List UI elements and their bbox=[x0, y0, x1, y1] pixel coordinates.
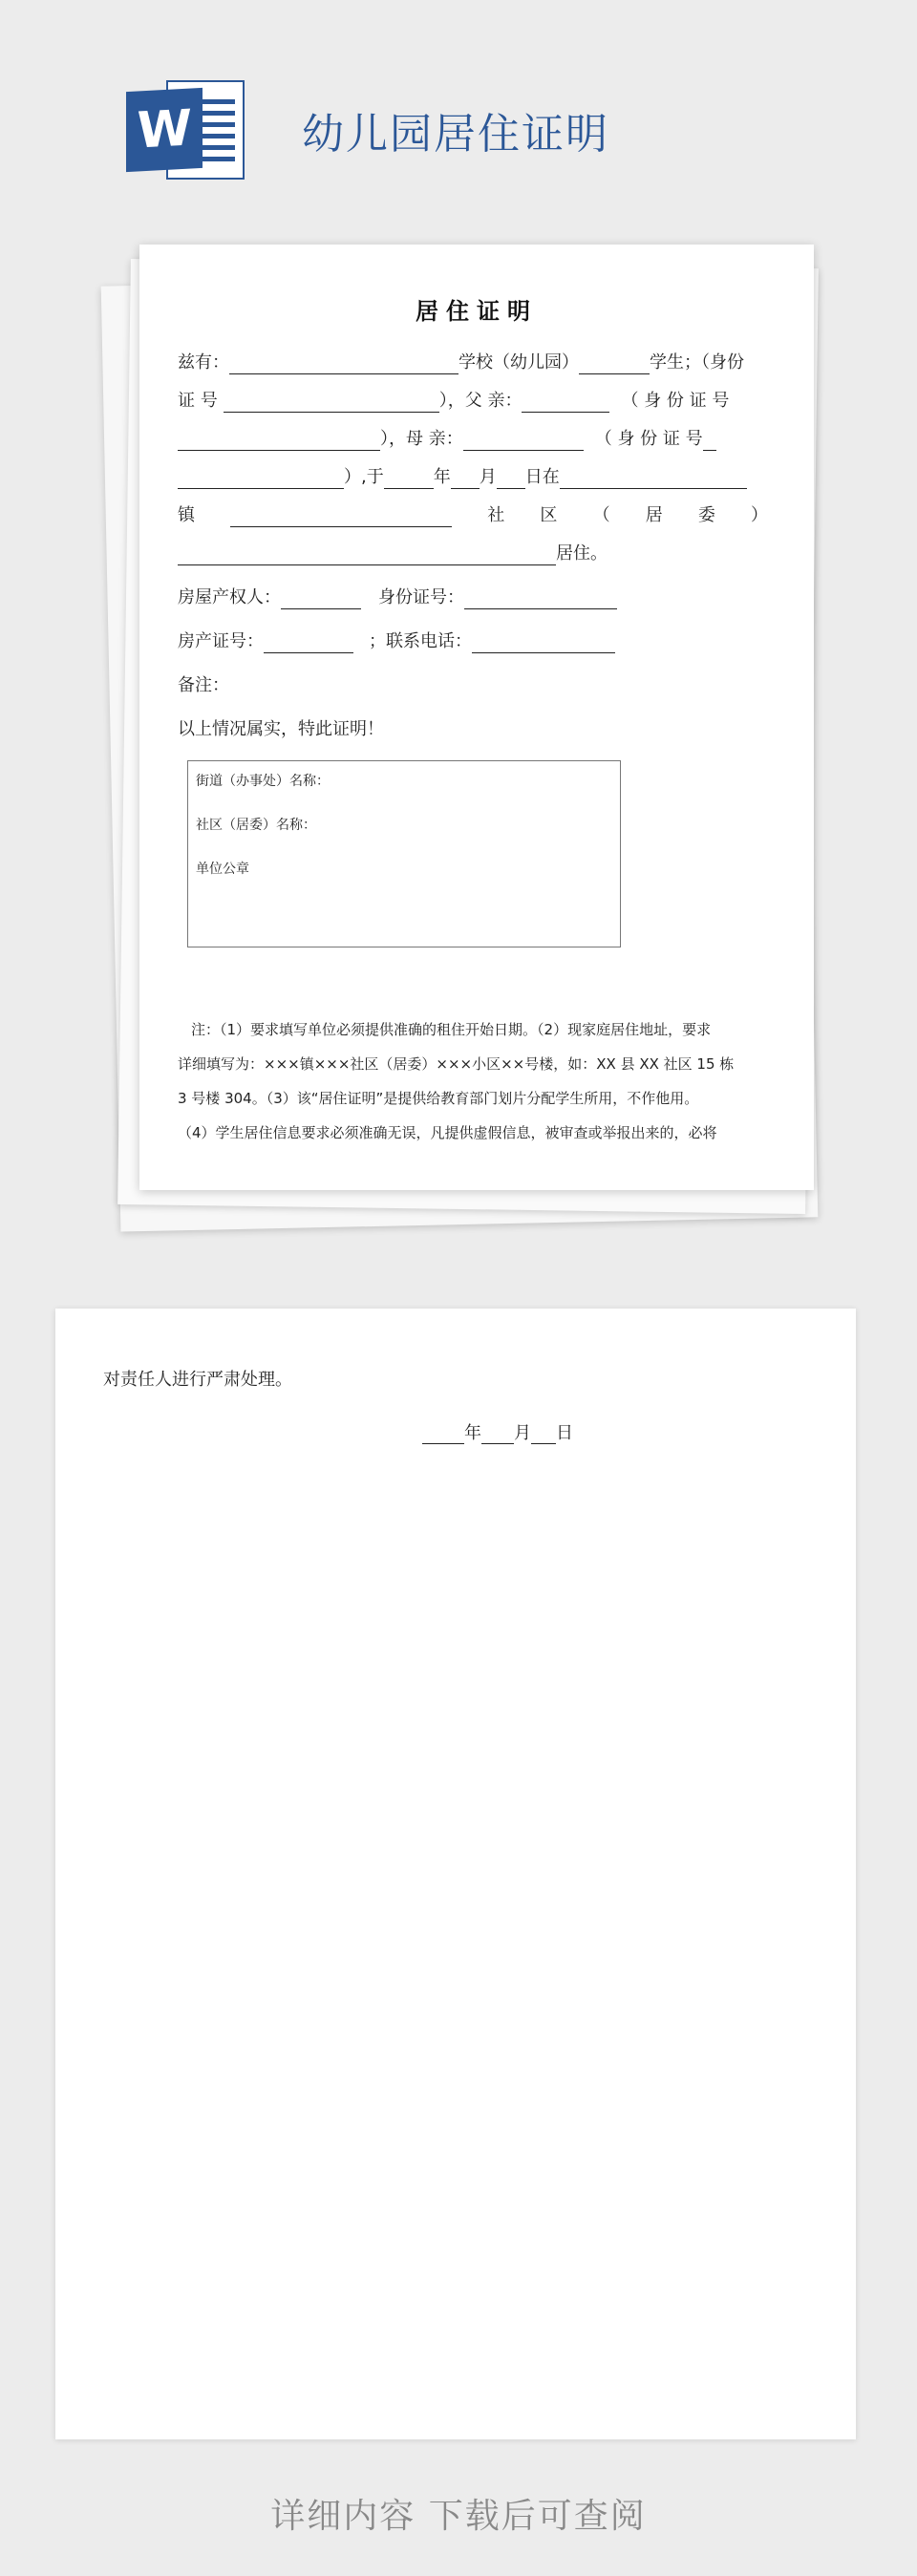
form-text: 月 bbox=[479, 467, 497, 487]
form-text: （ 身 份 证 号 bbox=[594, 429, 703, 449]
day-label: 日 bbox=[556, 1423, 573, 1443]
id-field[interactable] bbox=[464, 587, 617, 609]
year-field[interactable] bbox=[422, 1422, 464, 1444]
blank-field[interactable] bbox=[451, 467, 480, 489]
form-line bbox=[178, 344, 768, 382]
word-letter-badge: W bbox=[126, 88, 203, 172]
blank-field[interactable] bbox=[178, 467, 344, 489]
form-text: 学校（幼儿园） bbox=[458, 352, 579, 373]
form-text: 日在 bbox=[524, 467, 560, 487]
remark-label: 备注： bbox=[178, 675, 229, 695]
form-text: （ bbox=[592, 505, 610, 525]
form-text: 居住。 bbox=[556, 543, 608, 564]
phone-field[interactable] bbox=[472, 631, 615, 653]
form-body bbox=[178, 344, 768, 749]
continuation-text: 对责任人进行严肃处理。 bbox=[103, 1370, 292, 1390]
owner-field[interactable] bbox=[281, 587, 361, 609]
seal-label: 单位公章 bbox=[196, 862, 249, 877]
form-text: 区 bbox=[540, 505, 558, 525]
note-line: 注：（1）要求填写单位必须提供准确的租住开始日期。（2）现家庭居住地址，要求 bbox=[191, 1021, 712, 1038]
month-label: 月 bbox=[514, 1423, 531, 1443]
form-text: ），父 亲： bbox=[438, 391, 522, 411]
stamp-box bbox=[187, 760, 621, 947]
form-line bbox=[178, 579, 768, 617]
cert-field[interactable] bbox=[264, 631, 353, 653]
document-page-1 bbox=[139, 245, 814, 1190]
footer-text: 详细内容 下载后可查阅 bbox=[270, 2497, 647, 2536]
form-text: 镇 bbox=[178, 505, 195, 525]
blank-field[interactable] bbox=[703, 429, 716, 451]
word-document-icon bbox=[126, 80, 245, 180]
blank-field[interactable] bbox=[463, 429, 584, 451]
month-field[interactable] bbox=[481, 1422, 514, 1444]
form-text: 证 号 bbox=[178, 391, 218, 411]
form-text: 兹有： bbox=[178, 352, 229, 373]
id-label: 身份证号： bbox=[378, 587, 464, 607]
blank-field[interactable] bbox=[230, 505, 452, 527]
form-line bbox=[178, 382, 768, 420]
community-name-label: 社区（居委）名称： bbox=[196, 818, 316, 833]
note-line: 详细填写为：×××镇×××社区（居委）×××小区××号楼，如：XX 县 XX 社区 15 栋 bbox=[178, 1055, 735, 1073]
form-text: 社 bbox=[487, 505, 505, 525]
blank-field[interactable] bbox=[522, 391, 609, 413]
form-line bbox=[178, 623, 768, 661]
blank-field[interactable] bbox=[224, 391, 439, 413]
form-text: 学生；（身份 bbox=[650, 352, 744, 373]
confirm-text: 以上情况属实，特此证明！ bbox=[178, 719, 384, 739]
phone-label: ；联系电话： bbox=[369, 631, 472, 651]
note-line: 3 号楼 304。（3）该“居住证明”是提供给教育部门划片分配学生所用，不作他用。 bbox=[178, 1090, 699, 1107]
note-block bbox=[178, 1012, 768, 1150]
blank-field[interactable] bbox=[497, 467, 525, 489]
date-line bbox=[422, 1419, 573, 1444]
header bbox=[0, 0, 917, 239]
confirm-line bbox=[178, 711, 768, 749]
form-text: 委 bbox=[697, 505, 715, 525]
form-text: 年 bbox=[433, 467, 451, 487]
document-title: 居住证明 bbox=[416, 298, 538, 325]
owner-label: 房屋产权人： bbox=[178, 587, 281, 607]
blank-field[interactable] bbox=[560, 467, 747, 489]
year-label: 年 bbox=[464, 1423, 481, 1443]
blank-field[interactable] bbox=[178, 543, 556, 565]
note-line: （4）学生居住信息要求必须准确无误，凡提供虚假信息，被审查或举报出来的，必将 bbox=[178, 1124, 717, 1141]
form-text: （ 身 份 证 号 bbox=[621, 391, 730, 411]
form-text: ） bbox=[750, 505, 768, 525]
page-title: 幼儿园居住证明 bbox=[302, 110, 609, 159]
form-line bbox=[178, 458, 768, 497]
form-text: 居 bbox=[645, 505, 663, 525]
day-field[interactable] bbox=[531, 1422, 556, 1444]
form-text: ），母 亲： bbox=[380, 429, 463, 449]
blank-field[interactable] bbox=[229, 352, 458, 374]
blank-field[interactable] bbox=[178, 429, 380, 451]
blank-field[interactable] bbox=[384, 467, 434, 489]
street-name-label: 街道（办事处）名称： bbox=[196, 774, 330, 789]
form-line bbox=[178, 497, 768, 535]
cert-label: 房产证号： bbox=[178, 631, 264, 651]
remark-line bbox=[178, 667, 768, 705]
form-line bbox=[178, 535, 768, 573]
form-text: ）,于 bbox=[344, 467, 384, 487]
document-page-2 bbox=[55, 1309, 856, 2439]
form-line bbox=[178, 420, 768, 458]
blank-field[interactable] bbox=[579, 352, 650, 374]
